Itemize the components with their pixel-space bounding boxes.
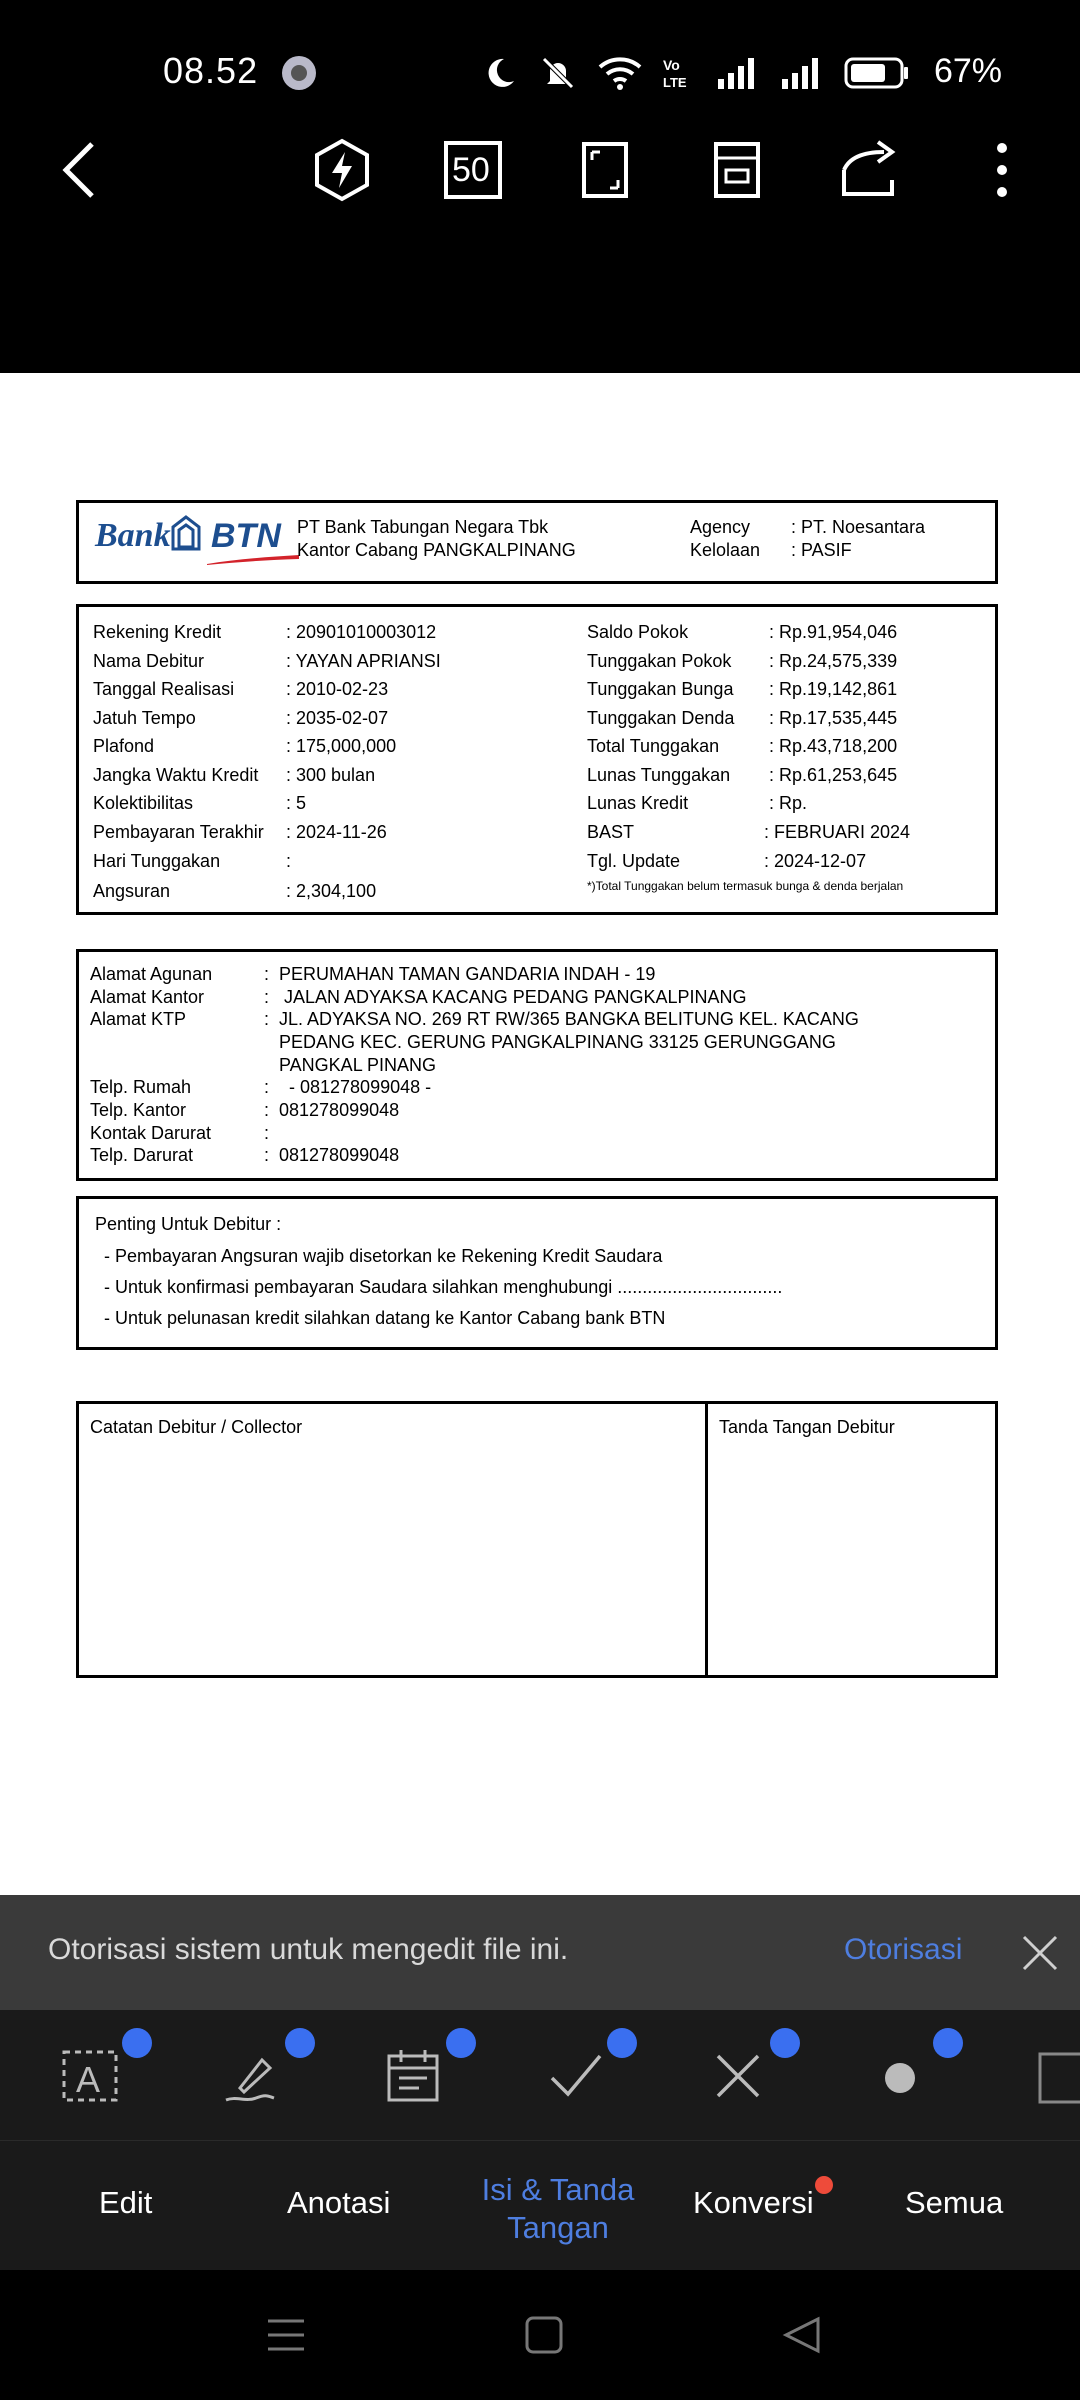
notes-label: Catatan Debitur / Collector [90, 1417, 303, 1437]
logo-bank-text: Bank [95, 517, 171, 554]
viewer-toolbar [0, 145, 1080, 375]
credit-footnote: *)Total Tunggakan belum termasuk bunga & denda berjalan [587, 879, 904, 893]
svg-text:Vo: Vo [663, 57, 680, 73]
address-value: PANGKAL PINANG [279, 1055, 437, 1075]
credit-label: Tunggakan Bunga [587, 679, 734, 699]
notice-title: Penting Untuk Debitur : [95, 1214, 282, 1234]
address-value: PEDANG KEC. GERUNG PANGKALPINANG 33125 GERUNGGANG [279, 1032, 836, 1052]
credit-value: : FEBRUARI 2024 [764, 822, 911, 842]
credit-label: Plafond [93, 736, 155, 756]
mute-bell-icon [538, 53, 578, 93]
credit-label: Angsuran [93, 881, 171, 901]
credit-value: : 20901010003012 [286, 622, 437, 642]
credit-value: : Rp.19,142,861 [769, 679, 898, 699]
crop-button[interactable] [570, 135, 640, 205]
credit-label: Hari Tunggakan [93, 851, 221, 871]
back-arrow-icon [60, 140, 100, 200]
branch-name: Kantor Cabang PANGKALPINANG [297, 540, 576, 560]
address-sep: : [264, 1009, 270, 1029]
address-label: Alamat Kantor [90, 987, 205, 1007]
premium-bolt-icon [607, 2028, 637, 2058]
back-button[interactable] [45, 135, 115, 205]
credit-label: Rekening Kredit [93, 622, 222, 642]
notes-divider [705, 1404, 708, 1675]
btn-house-logo-icon [171, 515, 201, 551]
tool-cross[interactable] [708, 2046, 768, 2106]
premium-bolt-icon [122, 2028, 152, 2058]
kelolaan-value: : PASIF [791, 540, 852, 560]
address-label: Alamat Agunan [90, 964, 213, 984]
debtor-notice-box [76, 1196, 998, 1350]
partial-box-icon [1036, 2046, 1080, 2106]
tool-dot[interactable] [870, 2046, 930, 2106]
tab-label-line1: Isi & Tanda [481, 2172, 635, 2207]
address-label: Telp. Darurat [90, 1145, 194, 1165]
address-sep: : [264, 964, 270, 984]
moon-icon [482, 55, 518, 91]
signature-pen-icon [222, 2046, 282, 2106]
share-icon [838, 140, 902, 200]
credit-value: : Rp. [769, 793, 808, 813]
agency-value: : PT. Noesantara [791, 517, 926, 537]
credit-value: : 175,000,000 [286, 736, 397, 756]
dot-icon [870, 2046, 930, 2106]
credit-value: : 2024-12-07 [764, 851, 867, 871]
credit-value: : 2024-11-26 [286, 822, 387, 842]
reader-mode-icon [712, 140, 762, 200]
credit-value: : Rp.43,718,200 [769, 736, 898, 756]
battery-icon [844, 55, 910, 91]
tab-edit[interactable]: Edit [99, 2185, 153, 2220]
credit-label: Tgl. Update [587, 851, 681, 871]
svg-text:LTE: LTE [663, 75, 687, 90]
tool-signature[interactable] [222, 2046, 282, 2106]
bottom-tabs [0, 2140, 1080, 2270]
credit-label: Nama Debitur [93, 651, 205, 671]
close-icon[interactable] [1020, 1933, 1060, 1973]
address-value: 081278099048 [279, 1100, 400, 1120]
notice-item: - Pembayaran Angsuran wajib disetorkan ke Rekening Kredit Saudara [104, 1246, 663, 1266]
fill-sign-tools [0, 2010, 1080, 2140]
address-value: JL. ADYAKSA NO. 269 RT RW/365 BANGKA BELITUNG KEL. KACANG [279, 1009, 859, 1029]
credit-info-box [76, 604, 998, 915]
credit-label: BAST [587, 822, 635, 842]
credit-label: Tanggal Realisasi [93, 679, 235, 699]
premium-bolt-icon [446, 2028, 476, 2058]
credit-value: : Rp.24,575,339 [769, 651, 898, 671]
premium-bolt-icon [933, 2028, 963, 2058]
tool-date[interactable] [383, 2046, 443, 2106]
credit-value: : 5 [286, 793, 307, 813]
credit-value: : Rp.61,253,645 [769, 765, 898, 785]
crop-frame-icon [580, 140, 630, 200]
tab-konversi[interactable]: Konversi [693, 2185, 814, 2220]
checkmark-icon [546, 2046, 606, 2106]
agency-label: Agency [690, 517, 751, 537]
address-label: Telp. Rumah [90, 1077, 192, 1097]
wifi-icon [598, 55, 642, 91]
page-count-label: 50 [452, 151, 490, 189]
address-label: Telp. Kantor [90, 1100, 187, 1120]
address-sep: : [264, 1145, 270, 1165]
credit-value: : Rp.91,954,046 [769, 622, 898, 642]
credit-value: : Rp.17,535,445 [769, 708, 898, 728]
credit-label: Kolektibilitas [93, 793, 194, 813]
status-bar [0, 0, 1080, 145]
tab-semua[interactable]: Semua [905, 2185, 1004, 2220]
home-icon[interactable] [524, 2315, 564, 2355]
address-box [76, 949, 998, 1181]
quick-action-button[interactable] [307, 135, 377, 205]
tab-anotasi[interactable]: Anotasi [287, 2185, 391, 2220]
reader-mode-button[interactable] [702, 135, 772, 205]
premium-bolt-icon [770, 2028, 800, 2058]
signal-1-icon [716, 55, 760, 91]
address-sep: : [264, 987, 270, 1007]
credit-label: Lunas Kredit [587, 793, 689, 813]
notification-dot [815, 2176, 833, 2194]
authorization-message: Otorisasi sistem untuk mengedit file ini. [48, 1933, 569, 1966]
address-sep: : [264, 1077, 270, 1097]
credit-value: : 2010-02-23 [286, 679, 389, 699]
tool-text-field[interactable] [60, 2046, 120, 2106]
company-name: PT Bank Tabungan Negara Tbk [297, 517, 549, 537]
credit-value: : YAYAN APRIANSI [286, 651, 441, 671]
address-value: JALAN ADYAKSA KACANG PEDANG PANGKALPINANG [279, 987, 747, 1007]
tool-more[interactable] [1036, 2046, 1080, 2106]
credit-label: Tunggakan Pokok [587, 651, 732, 671]
tab-isi-tanda-tangan[interactable] [478, 2171, 638, 2247]
address-label: Kontak Darurat [90, 1123, 212, 1143]
notes-signature-box [76, 1401, 998, 1678]
logo-btn-text: BTN [211, 517, 281, 555]
cross-icon [708, 2046, 768, 2106]
battery-percent: 67% [933, 52, 1002, 90]
volte-icon [662, 55, 696, 91]
credit-value: : 300 bulan [286, 765, 376, 785]
document-page[interactable] [0, 373, 1080, 1895]
signature-label: Tanda Tangan Debitur [719, 1417, 895, 1437]
recent-apps-icon[interactable] [266, 2315, 306, 2355]
logo-swoosh-icon [207, 555, 299, 565]
credit-value: : 2,304,100 [286, 881, 377, 901]
more-options-button[interactable] [967, 135, 1037, 205]
notice-item: - Untuk pelunasan kredit silahkan datang ke Kantor Cabang bank BTN [104, 1308, 666, 1328]
credit-label: Lunas Tunggakan [587, 765, 731, 785]
credit-value: : 2035-02-07 [286, 708, 389, 728]
credit-label: Jatuh Tempo [93, 708, 196, 728]
notice-item: - Untuk konfirmasi pembayaran Saudara silahkan menghubungi ................................. [104, 1277, 783, 1297]
tool-check[interactable] [546, 2046, 606, 2106]
page-count-button[interactable] [438, 135, 508, 205]
signal-2-icon [780, 55, 824, 91]
calendar-icon [383, 2046, 443, 2106]
address-value: PERUMAHAN TAMAN GANDARIA INDAH - 19 [279, 964, 656, 984]
text-field-icon [60, 2046, 120, 2106]
authorize-button[interactable]: Otorisasi [844, 1933, 963, 1966]
credit-label: Tunggakan Denda [587, 708, 735, 728]
credit-label: Total Tunggakan [587, 736, 720, 756]
back-nav-icon[interactable] [782, 2315, 822, 2355]
credit-label: Pembayaran Terakhir [93, 822, 264, 842]
tab-label-line2: Tangan [507, 2210, 609, 2245]
address-label: Alamat KTP [90, 1009, 187, 1029]
address-sep: : [264, 1123, 270, 1143]
address-value: 081278099048 [279, 1145, 400, 1165]
header-box [76, 500, 998, 584]
app-notification-icon [282, 56, 316, 90]
credit-label: Jangka Waktu Kredit [93, 765, 259, 785]
credit-value: : [286, 851, 292, 871]
authorization-banner [0, 1895, 1080, 2010]
more-vert-icon [994, 140, 1010, 200]
address-value: - 081278099048 - [279, 1077, 432, 1097]
svg-text:A: A [76, 2059, 101, 2100]
premium-bolt-icon [285, 2028, 315, 2058]
credit-label: Saldo Pokok [587, 622, 689, 642]
kelolaan-label: Kelolaan [690, 540, 761, 560]
address-sep: : [264, 1100, 270, 1120]
share-button[interactable] [835, 135, 905, 205]
bolt-hex-icon [312, 138, 372, 202]
system-nav-bar [0, 2270, 1080, 2400]
status-time: 08.52 [163, 50, 259, 91]
